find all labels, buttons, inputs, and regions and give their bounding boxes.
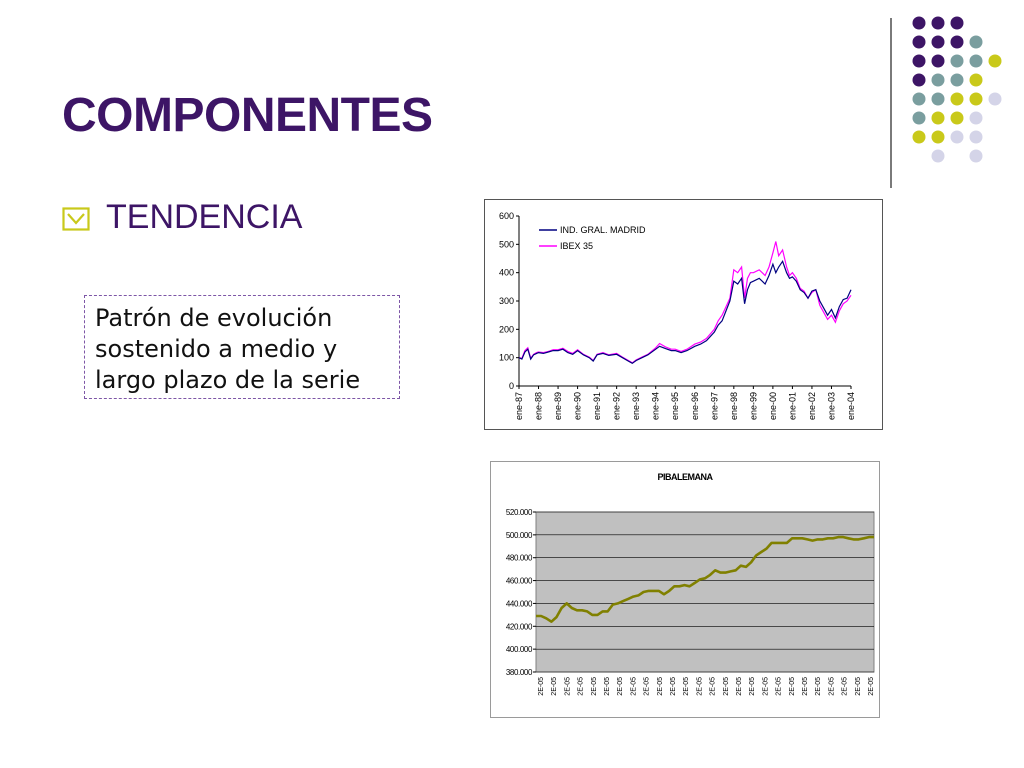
x-tick-label: ene-03 [826,392,837,421]
y-tick-label: 520.000 [505,508,532,517]
decor-dot [913,55,926,68]
y-tick-label: 200 [498,324,514,335]
legend-label: IBEX 35 [560,241,594,251]
x-tick-label: 2E-05 [604,677,611,696]
decor-dot [970,55,983,68]
x-tick-label: 2E-05 [643,677,651,696]
x-tick-label: ene-96 [689,392,700,421]
y-tick-label: 600 [498,211,514,221]
chart-title: PIBALEMANA [657,472,713,482]
bullet-text: TENDENCIA [106,198,303,236]
decor-dot [932,36,945,49]
x-tick-label: ene-87 [514,392,524,421]
decor-dot [932,93,945,106]
decor-dot [951,93,964,106]
x-tick-label: 2E-05 [828,677,836,696]
x-tick-label: 2E-05 [722,677,730,696]
x-tick-label: 2E-05 [868,677,875,696]
x-tick-label: 2E-05 [749,677,757,696]
x-tick-label: 2E-05 [696,677,704,696]
x-tick-label: ene-89 [553,392,564,421]
x-tick-label: 2E-05 [854,677,862,696]
decor-dot [913,17,926,30]
decor-dot [913,112,926,125]
y-tick-label: 500.000 [505,530,532,540]
x-tick-label: ene-97 [709,392,720,421]
x-tick-label: ene-01 [787,392,798,421]
y-tick-label: 300 [498,296,514,306]
x-tick-label: ene-88 [533,392,544,421]
x-tick-label: ene-90 [572,392,583,421]
x-tick-label: 2E-05 [788,677,796,696]
decor-dot [951,112,964,125]
decor-dot [970,36,983,49]
decor-dot [932,74,945,87]
decor-dot [932,150,945,163]
x-tick-label: 2E-05 [670,677,677,696]
pib-alemana-chart [490,461,880,718]
x-tick-label: 2E-05 [590,677,598,696]
x-tick-label: ene-99 [748,392,759,421]
definition-callout-box [84,295,400,399]
x-tick-label: ene-94 [650,392,661,421]
series-line [519,242,851,363]
x-tick-label: 2E-05 [617,677,625,696]
checkbox-chevron-icon [62,207,90,231]
y-tick-label: 480.000 [505,553,532,563]
decor-dot [970,112,983,125]
x-tick-label: 2E-05 [736,677,743,696]
decor-dot [913,131,926,144]
x-tick-label: 2E-05 [815,677,823,696]
legend-label: IND. GRAL. MADRID [560,225,646,235]
decor-dot [989,55,1002,68]
decor-dot [951,36,964,49]
x-tick-label: 2E-05 [630,677,638,696]
plot-area [536,512,874,672]
y-tick-label: 460.000 [505,576,532,586]
stock-index-chart-svg [485,200,882,429]
x-tick-label: ene-95 [670,392,681,421]
x-tick-label: 2E-05 [802,677,809,696]
y-tick-label: 400.000 [505,645,532,655]
decor-dot [970,93,983,106]
x-tick-label: ene-91 [592,392,603,421]
y-tick-label: 100 [498,352,514,363]
decor-dot [913,74,926,87]
y-tick-label: 400 [498,267,514,278]
stock-index-chart [484,199,883,430]
decor-dot [951,131,964,144]
decor-dot [951,74,964,87]
decor-dot [951,55,964,68]
callout-line: largo plazo de la serie [95,366,361,394]
slide-title: COMPONENTES [62,89,433,142]
decor-dot [951,17,964,30]
x-tick-label: ene-93 [631,392,642,421]
x-tick-label: ene-98 [728,392,739,421]
decor-dot [932,112,945,125]
y-tick-label: 440.000 [505,599,532,609]
decor-dot [970,131,983,144]
title-divider-line [890,18,892,188]
decor-dot [970,150,983,163]
x-tick-label: 2E-05 [683,677,691,696]
decor-dot [913,36,926,49]
decor-dot [932,55,945,68]
x-tick-label: ene-04 [846,392,856,421]
x-tick-label: ene-00 [767,392,778,421]
decor-dot [913,93,926,106]
decor-dot [989,93,1002,106]
x-tick-label: 2E-05 [709,677,717,696]
x-tick-label: ene-92 [611,392,622,421]
bullet-item [62,198,302,237]
decor-dot [932,131,945,144]
callout-line: sostenido a medio y [95,335,338,363]
x-tick-label: 2E-05 [841,677,849,696]
x-tick-label: 2E-05 [538,677,545,696]
y-tick-label: 420.000 [505,622,532,632]
x-tick-label: ene-02 [806,392,817,421]
x-tick-label: 2E-05 [762,677,770,696]
pib-alemana-chart-svg [491,462,879,717]
x-tick-label: 2E-05 [775,677,783,696]
x-tick-label: 2E-05 [656,677,664,696]
y-tick-label: 500 [498,239,514,250]
y-tick-label: 0 [508,381,514,391]
decor-dot [932,17,945,30]
x-tick-label: 2E-05 [577,677,585,696]
series-line [519,261,851,363]
callout-line: Patrón de evolución [95,304,333,332]
x-tick-label: 2E-05 [551,677,559,696]
decor-dot [970,74,983,87]
x-tick-label: 2E-05 [564,677,572,696]
y-tick-label: 380.000 [505,668,532,677]
